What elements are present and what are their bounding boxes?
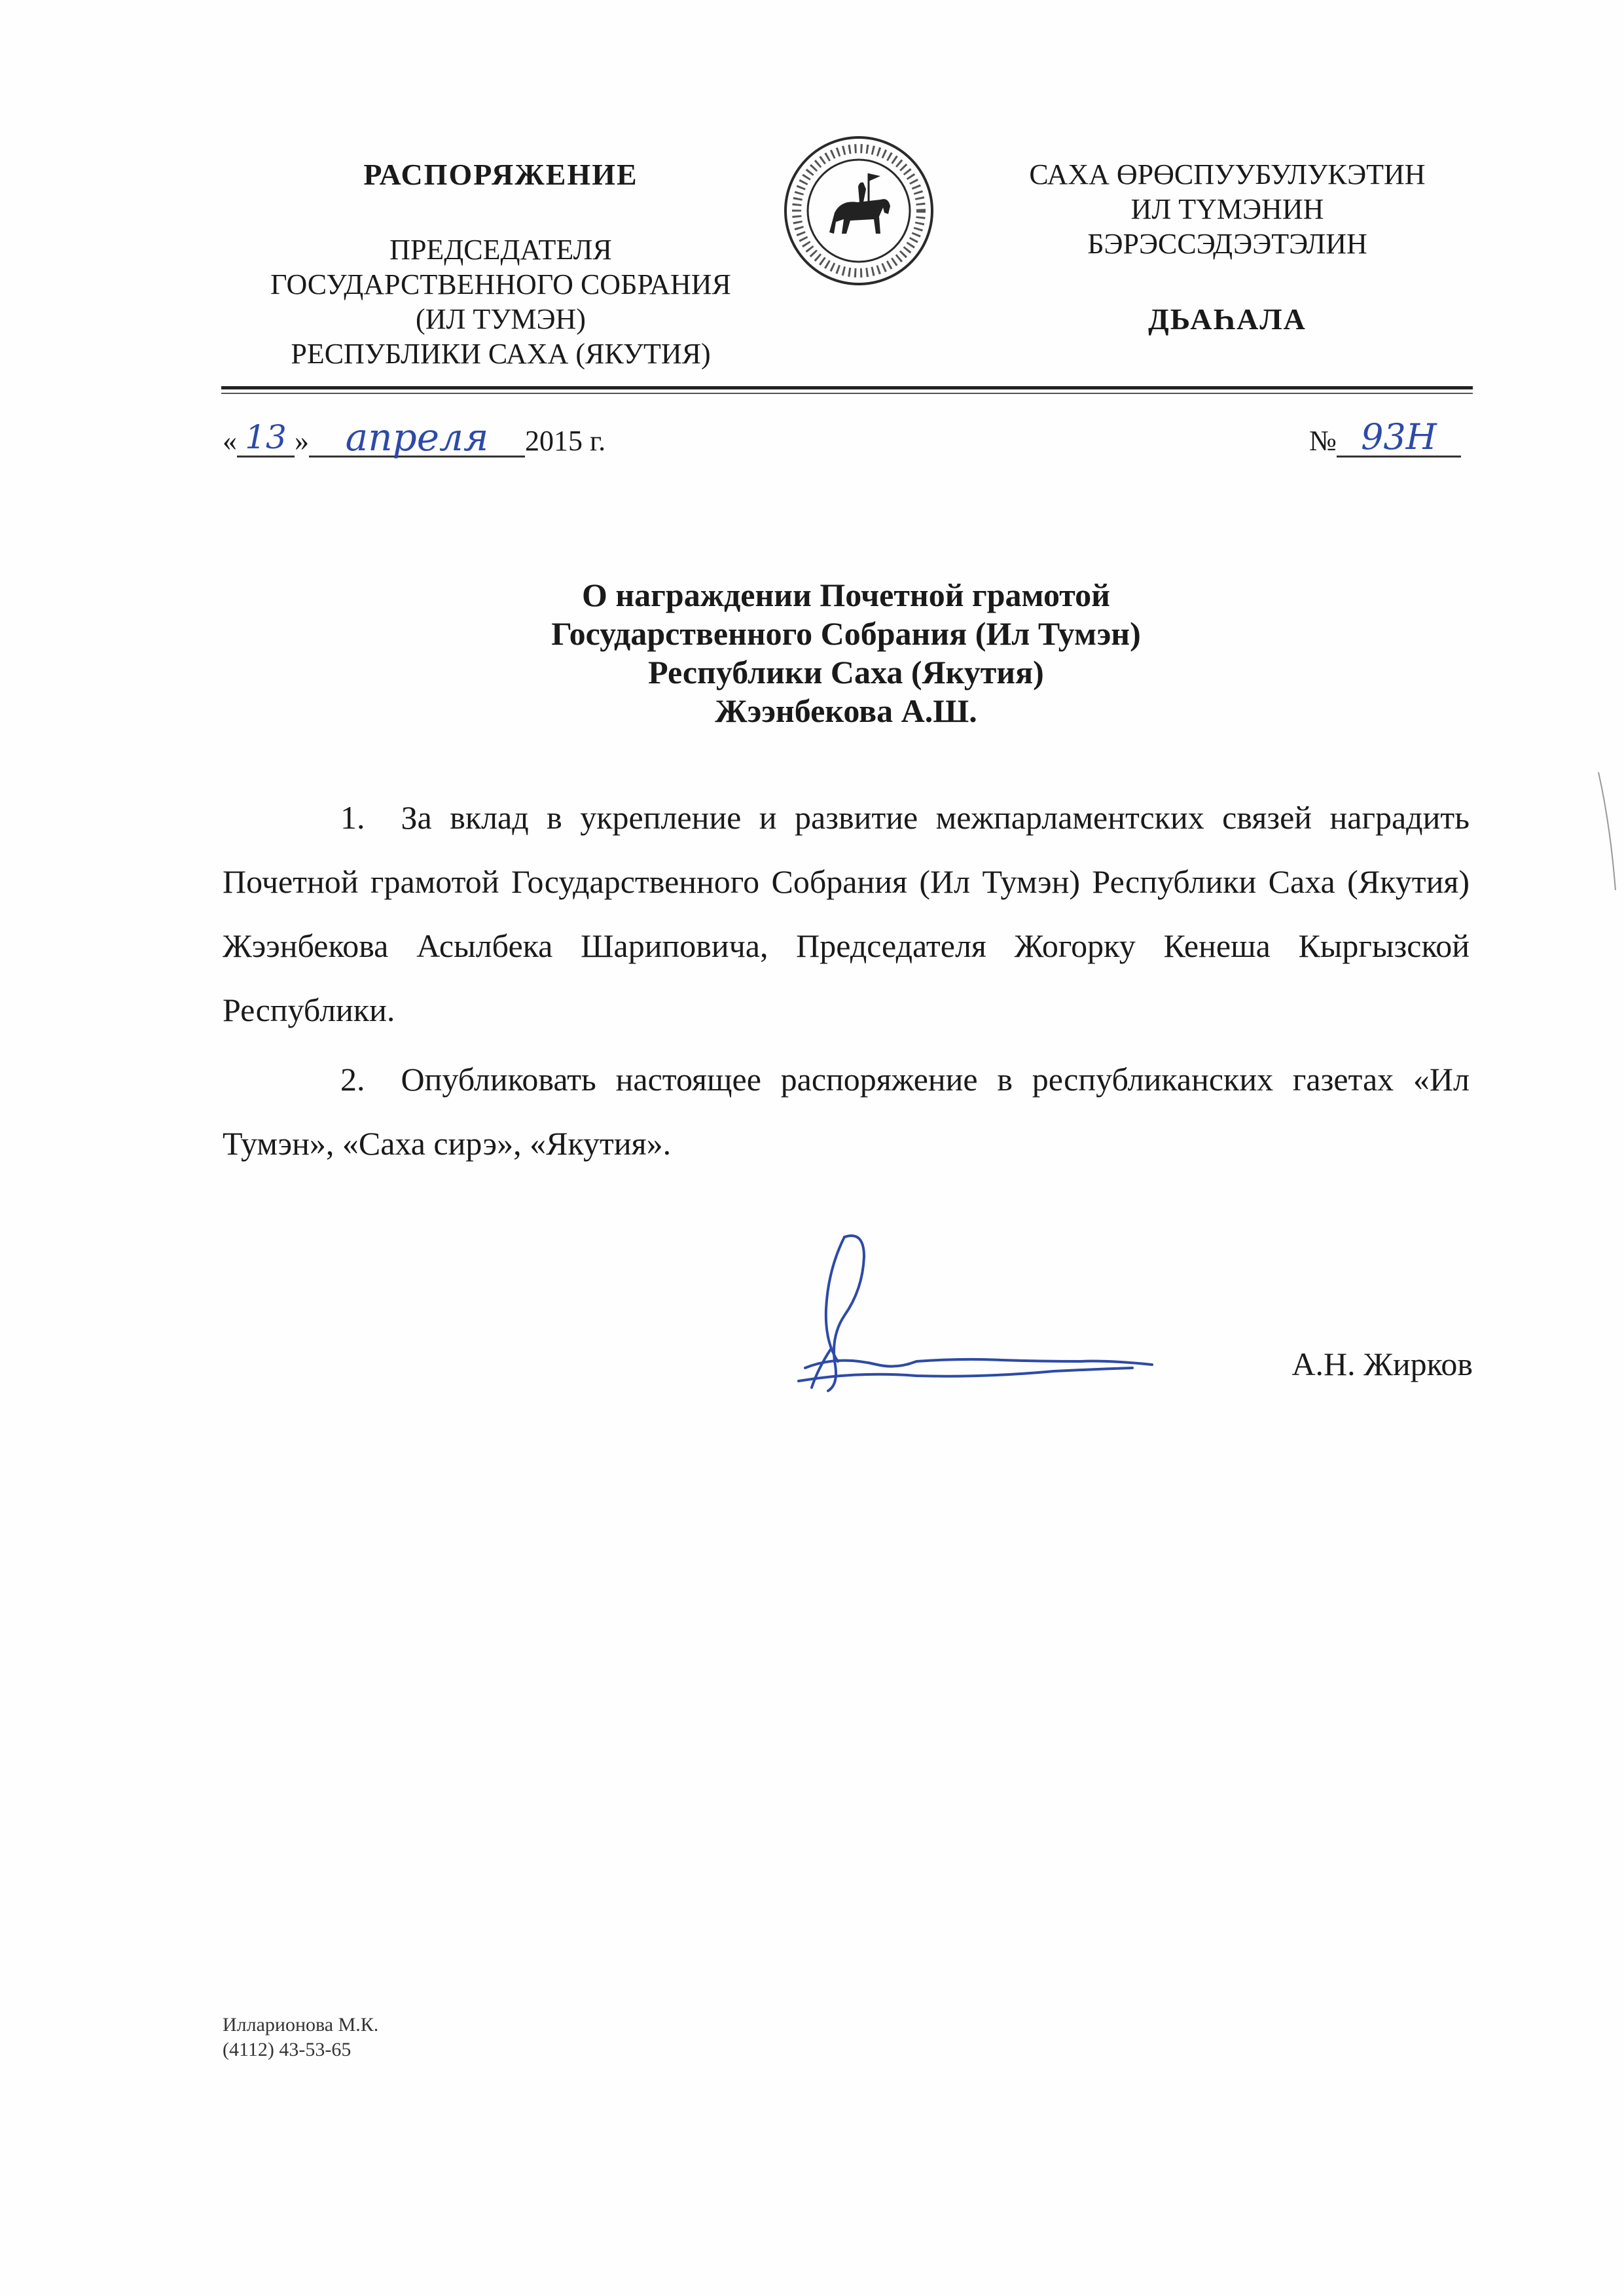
executor-phone: (4112) 43-53-65	[223, 2039, 352, 2060]
paragraph-number: 2.	[340, 1061, 365, 1098]
paragraph-2	[223, 1047, 1470, 1175]
document-title	[223, 576, 1470, 730]
sakha-coat-of-arms-icon	[782, 134, 936, 288]
date-close-quote: »	[295, 425, 309, 457]
header-right-line: САХА ӨРӨСПУУБУЛУКЭТИН	[1029, 158, 1426, 190]
title-line: Республики Саха (Якутия)	[648, 654, 1044, 691]
executor-contact	[223, 2013, 378, 2062]
paragraph-1	[223, 785, 1470, 1042]
document-body	[223, 785, 1470, 1181]
number-value-handwritten: 93Н	[1337, 419, 1461, 457]
paragraph-number: 1.	[340, 799, 365, 836]
title-line: Государственного Собрания (Ил Тумэн)	[551, 615, 1141, 652]
header-left-line: РЕСПУБЛИКИ САХА (ЯКУТИЯ)	[291, 338, 711, 370]
header-divider-thin	[221, 393, 1473, 394]
document-date	[223, 415, 606, 459]
title-line: О награждении Почетной грамотой	[581, 577, 1110, 613]
signer-name: А.Н. Жирков	[1291, 1346, 1473, 1382]
paragraph-text: Опубликовать настоящее распоряжение в республиканских газетах «Ил Тумэн», «Саха сирэ», «Якутия».	[223, 1061, 1470, 1162]
header-left-line: ПРЕДСЕДАТЕЛЯ	[389, 234, 612, 266]
header-divider	[221, 386, 1473, 389]
date-open-quote: «	[223, 425, 237, 457]
header-left-line: ГОСУДАРСТВЕННОГО СОБРАНИЯ	[270, 268, 731, 300]
date-year: 2015 г.	[525, 425, 606, 457]
handwritten-signature	[766, 1230, 1159, 1401]
title-line: Жээнбекова А.Ш.	[715, 692, 977, 729]
header-right-block	[943, 157, 1512, 336]
header-right-title: ДЬАҺАЛА	[1148, 302, 1307, 336]
header-left-title: РАСПОРЯЖЕНИЕ	[363, 158, 638, 191]
executor-name: Илларионова М.К.	[223, 2014, 379, 2036]
header-right-lines	[943, 157, 1512, 261]
date-day-handwritten: 13	[237, 419, 295, 457]
number-label: №	[1309, 425, 1337, 457]
paragraph-text: За вклад в укрепление и развитие межпарламентских связей наградить Почетной грамотой Государственного Собрания (Ил Тумэн) Республики Саха (Якутия) Жээнбекова Асылбека Шариповича, Председателя Жогорку Кенеша Кыргызской Республики.	[223, 799, 1470, 1028]
date-month-handwritten: апреля	[309, 419, 525, 457]
header-right-line: ИЛ ТҮМЭНИН	[1130, 193, 1324, 225]
header-left-line: (ИЛ ТУМЭН)	[416, 303, 586, 335]
header-right-line: БЭРЭССЭДЭЭТЭЛИН	[1087, 228, 1367, 260]
header-left-lines	[216, 232, 785, 371]
document-number	[1309, 416, 1461, 457]
scan-artifact	[1597, 772, 1617, 890]
header-left-block	[216, 157, 785, 371]
